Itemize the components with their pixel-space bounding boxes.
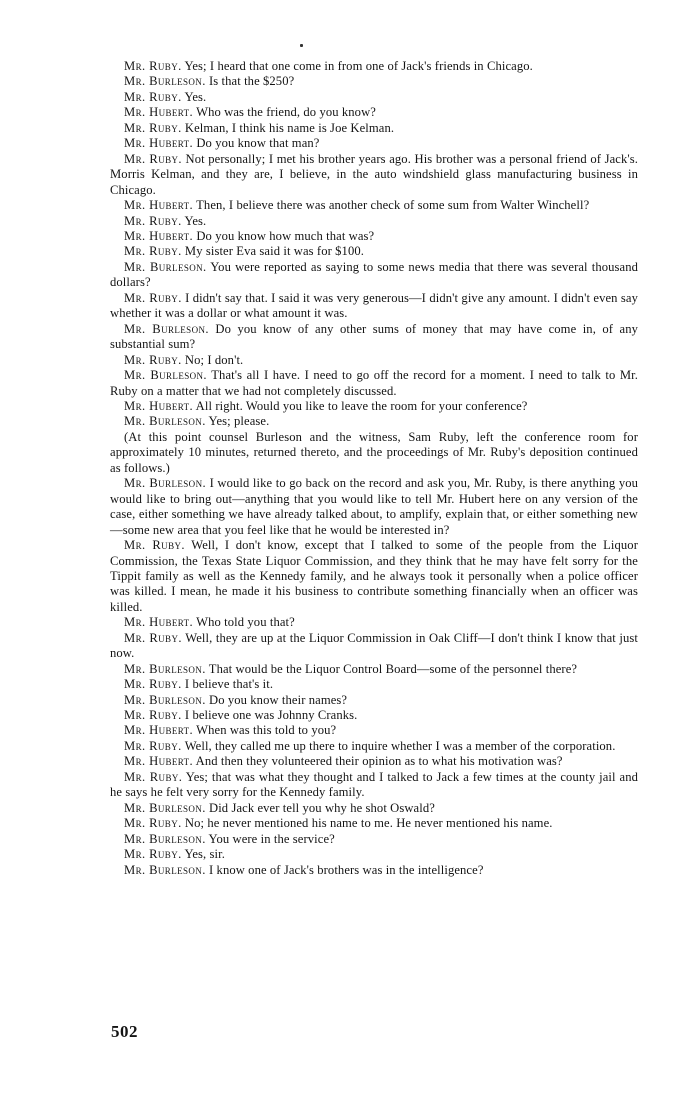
testimony-text: Yes, sir. xyxy=(184,847,226,862)
speaker-label: Mr. Burleson. xyxy=(124,831,206,846)
transcript-paragraph xyxy=(110,368,638,399)
speaker-label: Mr. Ruby. xyxy=(124,244,182,259)
speaker-label: Mr. Hubert. xyxy=(124,754,194,769)
speaker-label: Mr. Ruby. xyxy=(124,120,182,135)
speaker-label: Mr. Burleson. xyxy=(124,692,206,707)
speaker-label: Mr. Ruby. xyxy=(124,630,182,645)
transcript-paragraph xyxy=(110,631,638,662)
speaker-label: Mr. Hubert. xyxy=(124,198,194,213)
speaker-label: Mr. Hubert. xyxy=(124,723,194,738)
transcript-paragraph xyxy=(110,754,638,769)
transcript-paragraph xyxy=(110,739,638,754)
testimony-text: Do you know of any other sums of money that may have come in, of any substantial sum? xyxy=(110,321,639,352)
speaker-label: Mr. Ruby. xyxy=(124,151,182,166)
testimony-text: Well, I don't know, except that I talked to some of the people from the Liquor Commission, the Texas State Liquor Commission, and they think that he may have felt sorry for the Tippit family as well as the Kennedy family, and he always took it personally when a police officer was killed. I mean, he made it his business to contribute something financially when an officer was killed. xyxy=(110,538,638,614)
testimony-text: I know one of Jack's brothers was in the intelligence? xyxy=(209,862,484,877)
transcript-paragraph xyxy=(110,708,638,723)
transcript-paragraph xyxy=(110,615,638,630)
speaker-label: Mr. Ruby. xyxy=(124,213,182,228)
transcript-paragraph xyxy=(110,863,638,878)
testimony-text: Well, they are up at the Liquor Commission in Oak Cliff—I don't think I know that just now. xyxy=(110,630,638,661)
testimony-text: I believe one was Johnny Cranks. xyxy=(184,708,358,723)
transcript-paragraph xyxy=(110,832,638,847)
testimony-text: Well, they called me up there to inquire whether I was a member of the corporation. xyxy=(184,738,616,753)
transcript-paragraph xyxy=(110,538,638,615)
transcript-paragraph xyxy=(110,291,638,322)
transcript-paragraph xyxy=(110,816,638,831)
testimony-text: Kelman, I think his name is Joe Kelman. xyxy=(184,120,395,135)
testimony-text: Yes; I heard that one come in from one of Jack's friends in Chicago. xyxy=(184,59,533,73)
transcript-paragraph xyxy=(110,414,638,429)
testimony-text: Did Jack ever tell you why he shot Oswald? xyxy=(209,800,435,815)
transcript-paragraph xyxy=(110,723,638,738)
testimony-text: Is that the $250? xyxy=(209,74,295,89)
speaker-label: Mr. Ruby. xyxy=(124,352,182,367)
testimony-text: Who was the friend, do you know? xyxy=(196,105,376,120)
testimony-text: You were reported as saying to some news media that there was several thousand dollars? xyxy=(110,259,639,290)
speaker-label: Mr. Burleson. xyxy=(124,661,206,676)
speaker-label: Mr. Burleson. xyxy=(124,414,206,429)
transcript-paragraph xyxy=(110,90,638,105)
transcript-paragraph xyxy=(110,476,638,538)
speaker-label: Mr. Hubert. xyxy=(124,615,194,630)
transcript-paragraph xyxy=(110,244,638,259)
speaker-label: Mr. Burleson. xyxy=(124,368,207,383)
speaker-label: Mr. Ruby. xyxy=(124,708,182,723)
testimony-text: Yes. xyxy=(184,213,207,228)
transcript-paragraph xyxy=(110,677,638,692)
speaker-label: Mr. Hubert. xyxy=(124,228,194,243)
testimony-text: That would be the Liquor Control Board—some of the personnel there? xyxy=(208,661,578,676)
testimony-text: Not personally; I met his brother years ago. His brother was a personal friend of Jack's. Morris Kelman, and they are, I believe, in the auto windshield glass manufacturing business in Chicago. xyxy=(110,151,639,197)
speaker-label: Mr. Hubert. xyxy=(124,398,194,413)
testimony-text: All right. Would you like to leave the room for your conference? xyxy=(195,398,528,413)
transcript-paragraph xyxy=(110,693,638,708)
speaker-label: Mr. Ruby. xyxy=(124,89,182,104)
speaker-label: Mr. Burleson. xyxy=(124,321,209,336)
speaker-label: Mr. Ruby. xyxy=(124,538,185,553)
transcript-paragraph xyxy=(110,353,638,368)
speaker-label: Mr. Burleson. xyxy=(124,259,207,274)
transcript-paragraph xyxy=(110,59,638,74)
speaker-label: Mr. Ruby. xyxy=(124,677,182,692)
speaker-label: Mr. Burleson. xyxy=(124,476,207,491)
transcript-paragraph xyxy=(110,198,638,213)
transcript-paragraph xyxy=(110,229,638,244)
testimony-text: I would like to go back on the record and ask you, Mr. Ruby, is there anything you would like to bring out—anything that you would like to tell Mr. Hubert here on any version of the case, either something we have already talked about, to amplify, explain that, or either something new—some new area that you feel like that he would be interested in? xyxy=(110,476,639,537)
testimony-text: And then they volunteered their opinion as to what his motivation was? xyxy=(195,754,563,769)
transcript-paragraph xyxy=(110,662,638,677)
transcript-paragraph xyxy=(110,136,638,151)
transcript-paragraph xyxy=(110,847,638,862)
testimony-text: You were in the service? xyxy=(208,831,335,846)
transcript-paragraph xyxy=(110,105,638,120)
procedural-note xyxy=(110,430,638,476)
transcript-paragraph xyxy=(110,214,638,229)
transcript-paragraph xyxy=(110,322,638,353)
transcript-paragraph xyxy=(110,801,638,816)
testimony-text: Do you know how much that was? xyxy=(196,228,375,243)
speaker-label: Mr. Burleson. xyxy=(124,862,206,877)
testimony-text: When was this told to you? xyxy=(196,723,337,738)
testimony-text: Yes; please. xyxy=(208,414,270,429)
speaker-label: Mr. Ruby. xyxy=(124,816,182,831)
speaker-label: Mr. Ruby. xyxy=(124,290,182,305)
testimony-text: Who told you that? xyxy=(196,615,295,630)
transcript-paragraph xyxy=(110,74,638,89)
transcript-paragraph xyxy=(110,152,638,198)
speaker-label: Mr. Ruby. xyxy=(124,738,182,753)
speaker-label: Mr. Ruby. xyxy=(124,769,183,784)
transcript-paragraph xyxy=(110,121,638,136)
testimony-text: Then, I believe there was another check of some sum from Walter Winchell? xyxy=(196,198,590,213)
testimony-text: I didn't say that. I said it was very generous—I didn't give any amount. I didn't even say whether it was a dollar or what amount it was. xyxy=(110,290,639,321)
page-number: 502 xyxy=(111,1022,138,1041)
speaker-label: Mr. Hubert. xyxy=(124,136,194,151)
speaker-label: Mr. Ruby. xyxy=(124,59,182,73)
testimony-text: That's all I have. I need to go off the record for a moment. I need to talk to Mr. Ruby on a matter that we had not completely discussed. xyxy=(110,368,638,398)
transcript-body xyxy=(110,59,638,878)
transcript-paragraph xyxy=(110,770,638,801)
testimony-text: Do you know their names? xyxy=(209,692,348,707)
testimony-text: Yes. xyxy=(184,89,207,104)
print-speck xyxy=(300,44,303,47)
testimony-text: I believe that's it. xyxy=(184,677,274,692)
testimony-text: No; I don't. xyxy=(184,352,244,367)
note-text: (At this point counsel Burleson and the witness, Sam Ruby, left the conference room for approximately 10 minutes, returned thereto, and the proceedings of Mr. Ruby's deposition continued as follows.) xyxy=(110,429,638,475)
transcript-paragraph xyxy=(110,399,638,414)
testimony-text: My sister Eva said it was for $100. xyxy=(184,244,364,259)
speaker-label: Mr. Burleson. xyxy=(124,74,206,89)
speaker-label: Mr. Burleson. xyxy=(124,800,206,815)
testimony-text: No; he never mentioned his name to me. He never mentioned his name. xyxy=(184,816,553,831)
transcript-paragraph xyxy=(110,260,638,291)
speaker-label: Mr. Ruby. xyxy=(124,847,182,862)
speaker-label: Mr. Hubert. xyxy=(124,105,194,120)
testimony-text: Yes; that was what they thought and I talked to Jack a few times at the county jail and he says he felt very sorry for the Kennedy family. xyxy=(110,769,639,800)
testimony-text: Do you know that man? xyxy=(196,136,320,151)
